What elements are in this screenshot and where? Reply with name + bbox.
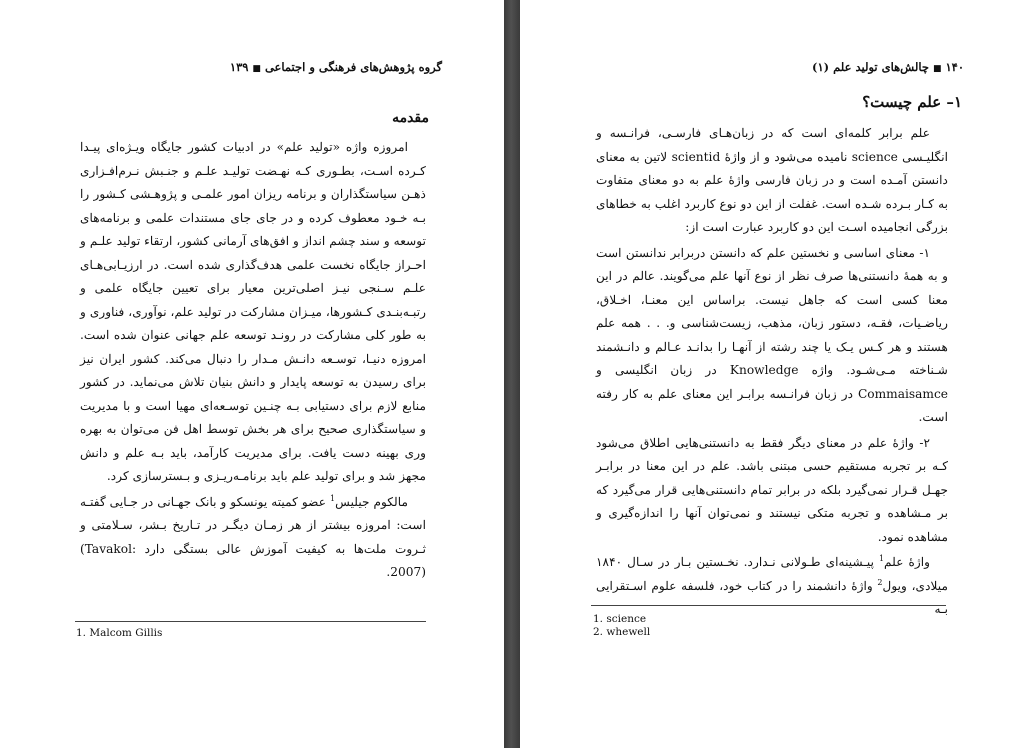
term-scientid: scientid	[671, 149, 721, 164]
right-footnotes	[593, 613, 650, 639]
meaning-1-paragraph	[596, 242, 948, 430]
intro-paragraph	[596, 122, 948, 240]
footnote-1: 1. science	[593, 613, 647, 625]
left-page	[0, 0, 504, 748]
citation: (Tavakol: 2007)	[80, 541, 426, 579]
quote-paragraph	[80, 491, 426, 585]
meaning-2-paragraph: ۲- واژهٔ علم در معنای دیگر فقط به دانستنی‌هایی اطلاق می‌شود کـه بر تجربه مستقیم حسی مبتنی باشد. علم در این معنا در برابـر جهـل قـرار نمی‌گیرد بلکه در برابر تمام دانستنی‌هایی قرار می‌گیرد که بر مـشاهده و تجربه متکی نیستند و نمی‌توان آنها را اندازه‌گیری و مشاهده نمود.	[596, 435, 948, 544]
meaning-1-text-2: در زبان انگلیسی و	[596, 363, 730, 377]
gillis-name: مالکوم جیلیس	[335, 494, 408, 509]
right-footnote-rule	[591, 605, 946, 606]
intro-text-2: نامیده می‌شود و از واژهٔ	[720, 149, 852, 164]
meaning-1-text-3: در زبان فرانـسه برابـر این معنای علم به کار رفته است.	[596, 386, 948, 424]
right-body-text	[596, 122, 948, 622]
right-header-title: چالش‌های تولید علم (۱)	[812, 60, 929, 74]
history-paragraph	[596, 551, 948, 622]
term-knowledge: Knowledge	[729, 363, 799, 377]
left-body-text	[80, 136, 426, 585]
left-section-title: مقدمه	[392, 110, 429, 126]
left-page-header	[230, 60, 442, 74]
history-text-2: پیـشینه‌ای طـولانی نـدارد. نخـستین بـار در سـال ۱۸۴۰ میلادی، ویول	[596, 555, 948, 593]
quote-end: .	[386, 565, 391, 579]
right-section-title: ۱– علم چیست؟	[862, 93, 962, 111]
history-text-1: واژهٔ علم	[884, 555, 930, 569]
footnote-marker: 1	[878, 553, 885, 563]
footnote-marker: 2	[877, 577, 883, 587]
footnote-marker: 1	[329, 493, 336, 503]
intro-text-1: علم برابر کلمه‌ای است که در زبان‌هـای فارسـی، فرانـسه و انگلیـسی	[596, 126, 948, 164]
footnote-2: 2. whewell	[593, 626, 651, 638]
term-commaisamce: Commaisamce	[857, 386, 948, 401]
term-science: science	[851, 149, 898, 164]
left-footnotes	[76, 627, 162, 640]
history-text-3: واژهٔ دانشمند را در کتاب خود، فلسفه علوم اسـتقرایی بـه	[596, 578, 948, 616]
header-bullet-icon: ■	[932, 64, 942, 74]
left-page-number: ۱۳۹	[229, 60, 249, 74]
intro-paragraph: امروزه واژه «تولید علم» در ادبیات کشور جایگاه ویـژه‌ای پیـدا کـرده اسـت، بطـوری کـه نهـضت تولیـد علـم و جنـبش نـرم‌افـزاری ذهـن سیاستگذاران و برنامه ریزان امور علمـی و پژوهـشی کـشور را بـه خـود معطوف کرده و در جای جای مستندات علمی و برنامه‌های توسعه و سند چشم انداز و افق‌های آرمانی کشور، ارتقاء تولید علـم و احـراز جایگاه نخست علمی هدف‌گذاری شده است. در ارزیـابی‌هـای علـم سـنجی نیـز اصلی‌ترین معیار برای تعیین جایگاه علمی و رتبـه‌بنـدی کـشورها، میـزان مشارکت در تولید علم، نوآوری، فناوری و به طور کلی مشارکت در رونـد توسعه علم جهانی عنوان شده است. امروزه دنیـا، توسـعه دانـش مـدار را دنبال می‌کند. کشور ایران نیز برای رسیدن به توسعه پایدار و دانش بنیان تلاش می‌نماید. در کشور منابع لازم برای دستیابی بـه چنـین توسـعه‌ای مهیا است و با مدیریت و سیاستگذاری صحیح برای هر بخش توسط اهل فن می‌توان به بهره وری بهینه دست یافت. برای مدیریت کارآمد، باید بـه علم و دانش مجهز شد و برای تولید علم باید برنامـه‌ریـزی و بـسترسازی کرد.	[80, 140, 426, 483]
header-bullet-icon: ■	[252, 64, 261, 74]
intro-text-3: لاتین به معنای دانستن آمـده است و در زبان فارسی واژهٔ علم به دو معنای متفاوت به کـار بـرده شـده است. غفلت از این دو نوع کاربرد اغلب به خطاهای بزرگی انجامیده اسـت این دو کاربرد عبارت است از:	[596, 149, 948, 234]
right-page	[520, 0, 1024, 748]
meaning-1-text-1: ۱- معنای اساسی و نخستین علم که دانستن دربرابر ندانستن است و به همهٔ دانستنی‌ها صرف نظر از نوع آنها علم می‌گویند. عالم در این معنا کسی است که جاهل نیست. براساس این معنـا، اخـلاق، ریاضـیات، فقـه، دستور زبان، مذهب، زیست‌شناسی و. . . همه علم هستند و هر کـس یـک یا چند رشته از آنهـا را بدانـد عـالم و دانـشمند شـناخته مـی‌شـود. واژه	[596, 245, 948, 377]
right-page-number: ۱۴۰	[945, 60, 964, 74]
quote-text: عضو کمیته یونسکو و بانک جهـانی در جـایی گفتـه است: امروزه بیشتر از هر زمـان دیگـر در تـاریخ بـشر، سـلامتی و ثـروت ملت‌ها به کیفیت آموزش عالی بستگی دارد	[80, 494, 426, 556]
book-gutter	[504, 0, 520, 748]
left-header-title: گروه پژوهش‌های فرهنگی و اجتماعی	[264, 60, 442, 74]
right-page-header	[812, 60, 964, 74]
left-footnote-rule	[75, 621, 426, 622]
footnote-1: 1. Malcom Gillis	[76, 627, 163, 639]
